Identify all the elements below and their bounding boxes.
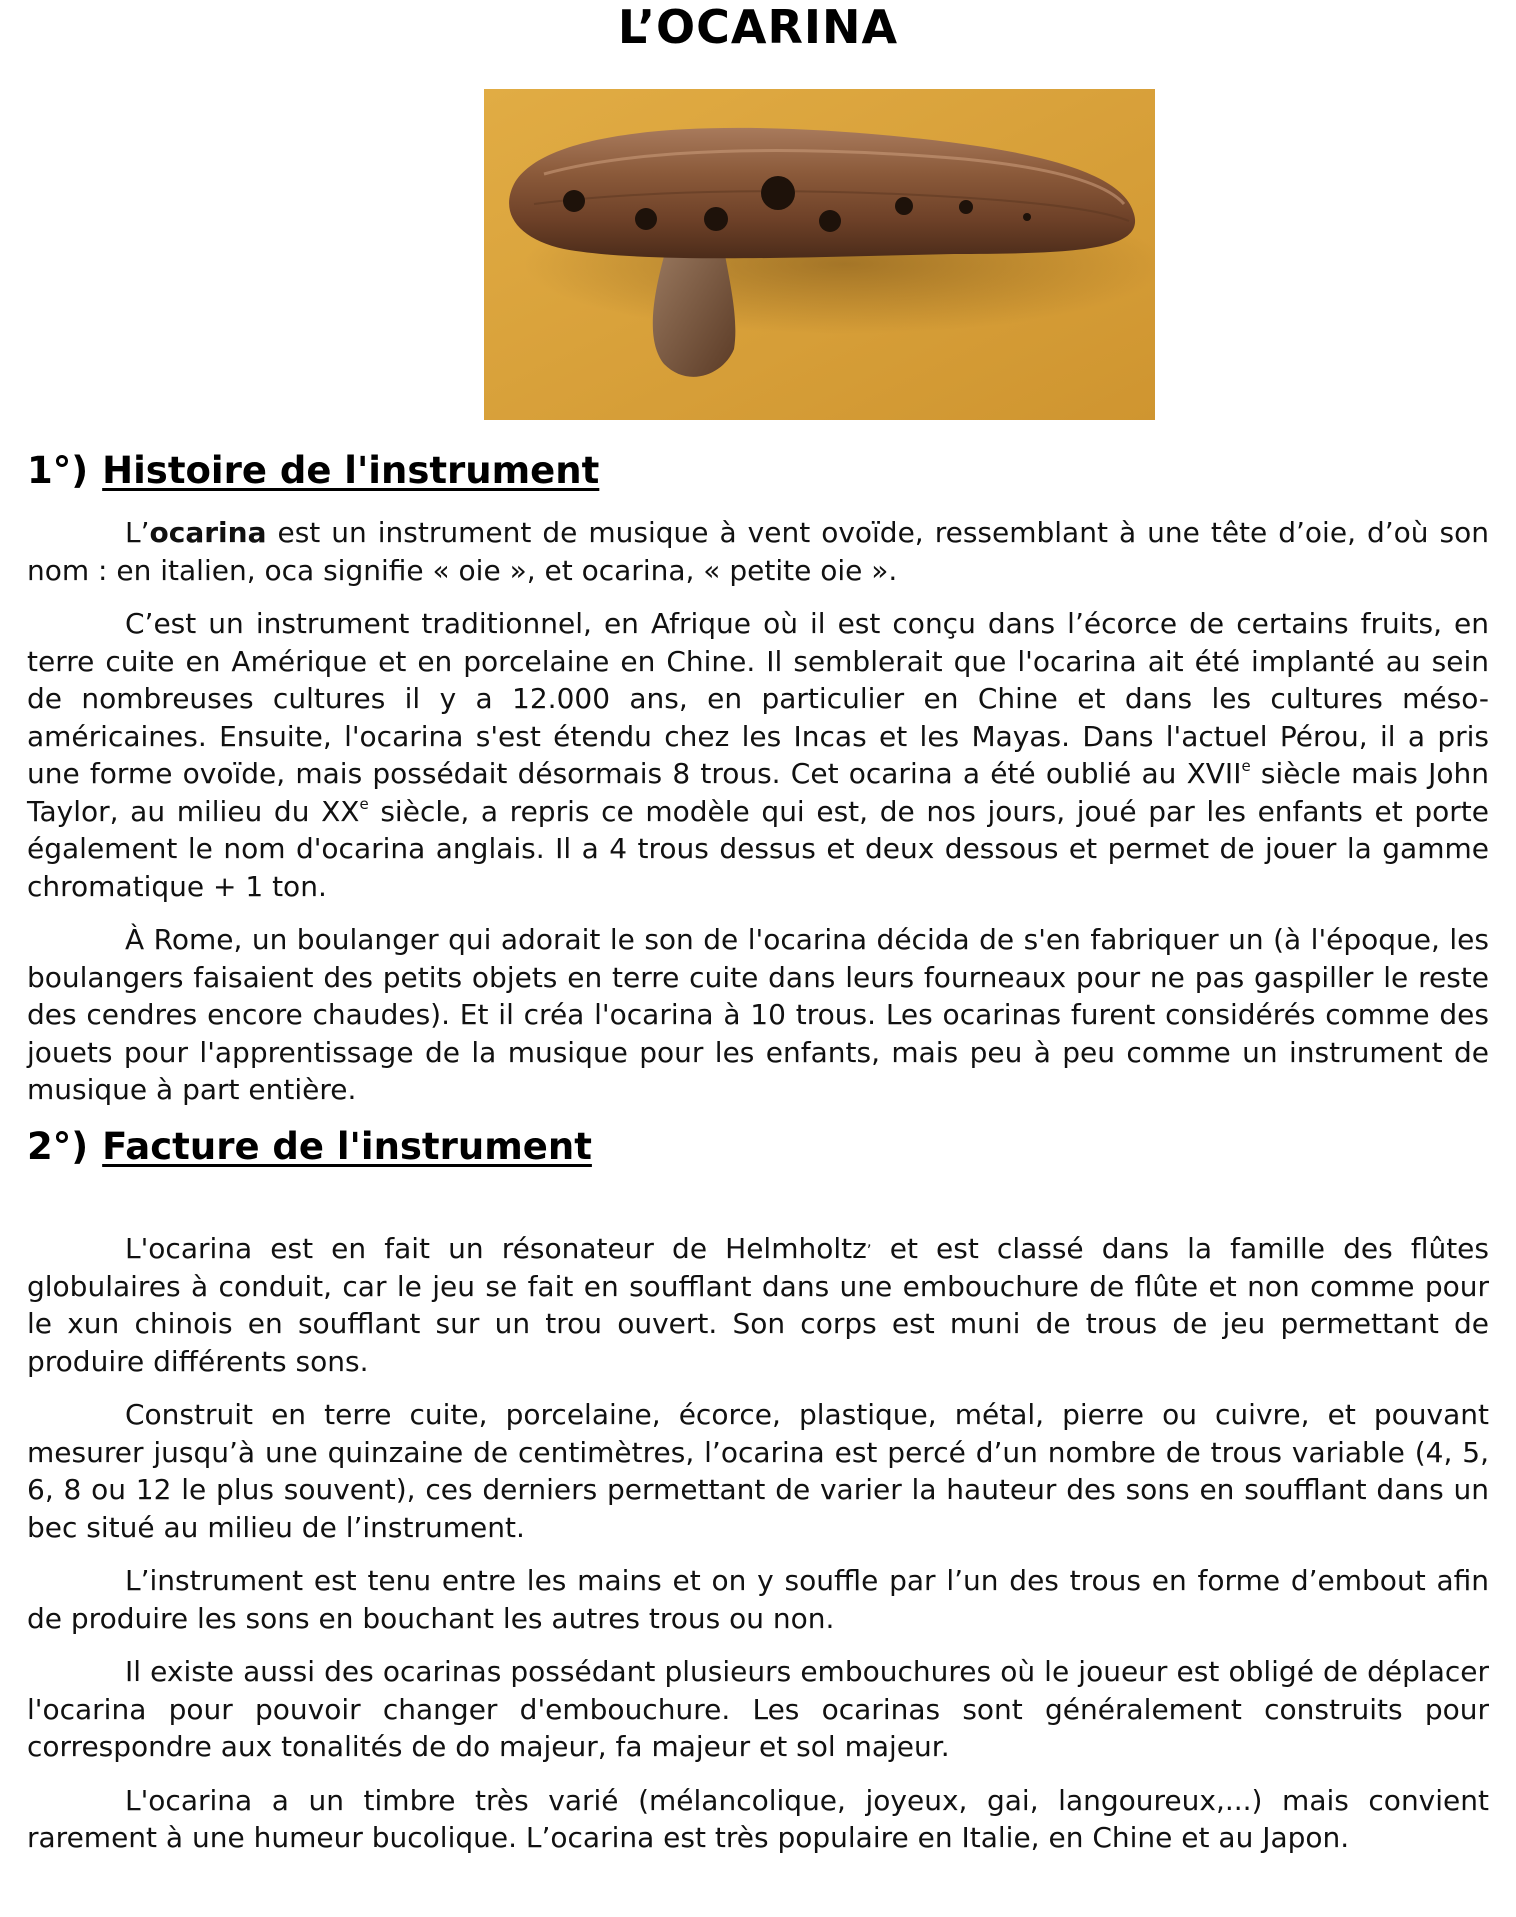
finger-hole — [761, 176, 795, 210]
paragraph — [27, 1230, 1489, 1380]
finger-hole — [563, 190, 585, 212]
bold-term: ocarina — [149, 516, 267, 549]
page-title: L’OCARINA — [617, 0, 899, 54]
text-run: et est classé dans la famille des flûtes globulaires à conduit, car le jeu se fait en soufflant dans une embouchure de flûte et non comme pour le xun chinois en soufflant sur un trou ouvert. Son corps est muni de trous de jeu permettant de produire différents sons. — [27, 1232, 1490, 1378]
finger-hole — [895, 197, 913, 215]
superscript: e — [359, 794, 369, 813]
section-history — [27, 449, 1489, 1125]
ocarina-illustration — [484, 89, 1155, 420]
paragraph: Construit en terre cuite, porcelaine, écorce, plastique, métal, pierre ou cuivre, et pouvant mesurer jusqu’à une quinzaine de centimètres, l’ocarina est percé d’un nombre de trous variable (4, 5, 6, 8 ou 12 le plus souvent), ces derniers permettant de varier la hauteur des sons en soufflant dans un bec situé au milieu de l’instrument. — [27, 1398, 1489, 1544]
text-run: L’ — [125, 516, 150, 549]
section-heading — [27, 1125, 1489, 1168]
text-run: siècle mais John Taylor, au milieu du XX — [27, 757, 1489, 828]
ocarina-photo — [484, 89, 1155, 420]
text-run: siècle, a repris ce modèle qui est, de nos jours, joué par les enfants et porte également le nom d'ocarina anglais. Il a 4 trous dessus et deux dessous et permet de jouer la gamme chromatique + 1 ton. — [27, 794, 1489, 903]
paragraph — [27, 514, 1489, 589]
section-number: 1°) — [27, 449, 89, 492]
text-run: L'ocarina est en fait un résonateur de Helmholtz — [125, 1232, 867, 1265]
finger-hole — [1023, 213, 1031, 221]
finger-hole — [704, 207, 728, 231]
finger-hole — [635, 208, 657, 230]
section-title: Facture de l'instrument — [102, 1125, 592, 1168]
section-number: 2°) — [27, 1125, 89, 1168]
paragraph — [27, 605, 1489, 905]
finger-hole — [959, 200, 973, 214]
finger-hole — [819, 210, 841, 232]
superscript: e — [1241, 757, 1251, 775]
ocarina-mouthpiece — [653, 239, 736, 377]
section-title: Histoire de l'instrument — [102, 449, 600, 492]
footnote-mark: , — [866, 1232, 872, 1250]
text-run: est un instrument de musique à vent ovoïde, ressemblant à une tête d’oie, d’où son nom : en italien, oca signifie « oie », et ocarina, « petite oie ». — [27, 516, 1489, 587]
section-heading — [27, 449, 1489, 492]
paragraph: L'ocarina a un timbre très varié (mélancolique, joyeux, gai, langoureux,...) mais convient rarement à une humeur bucolique. L’ocarina est très populaire en Italie, en Chine et au Japon. — [27, 1783, 1489, 1854]
paragraph: À Rome, un boulanger qui adorait le son de l'ocarina décida de s'en fabriquer un (à l'époque, les boulangers faisaient des petits objets en terre cuite dans leurs fourneaux pour ne pas gaspiller le reste des cendres encore chaudes). Et il créa l'ocarina à 10 trous. Les ocarinas furent considérés comme des jouets pour l'apprentissage de la musique pour les enfants, mais peu à peu comme un instrument de musique à part entière. — [27, 923, 1489, 1106]
paragraph: Il existe aussi des ocarinas possédant plusieurs embouchures où le joueur est obligé de déplacer l'ocarina pour pouvoir changer d'embouchure. Les ocarinas sont généralement construits pour correspondre aux tonalités de do majeur, fa majeur et sol majeur. — [27, 1655, 1489, 1763]
paragraph: L’instrument est tenu entre les mains et on y souffle par l’un des trous en forme d’embout afin de produire les sons en bouchant les autres trous ou non. — [27, 1564, 1489, 1635]
section-construction — [27, 1125, 1489, 1873]
text-run: C’est un instrument traditionnel, en Afrique où il est conçu dans l’écorce de certains fruits, en terre cuite en Amérique et en porcelaine en Chine. Il semblerait que l'ocarina ait été implanté au sein de nombreuses cultures il y a 12.000 ans, en particulier en Chine et dans les cultures méso-américaines. Ensuite, l'ocarina s'est étendu chez les Incas et les Mayas. Dans l'actuel Pérou, il a pris une forme ovoïde, mais possédait désormais 8 trous. Cet ocarina a été oublié au XVII — [27, 607, 1489, 790]
